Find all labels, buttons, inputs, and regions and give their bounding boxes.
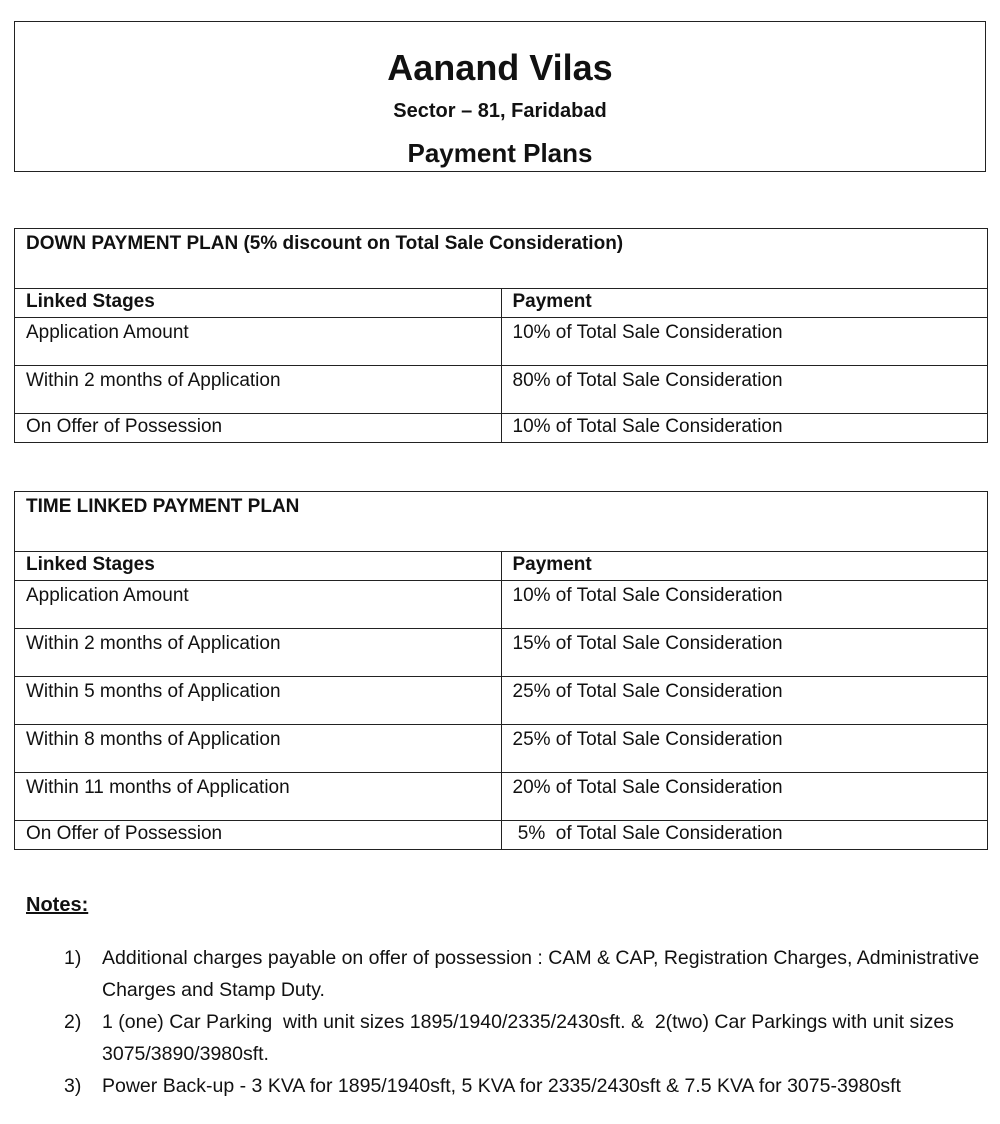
list-item (0, 1070, 1000, 1102)
table-row (15, 677, 988, 725)
table-row (15, 629, 988, 677)
stage-cell: Within 8 months of Application (15, 725, 502, 773)
note-number: 2) (64, 1011, 82, 1033)
time-linked-plan-table (14, 491, 988, 850)
stage-cell: Within 5 months of Application (15, 677, 502, 725)
project-location: Sector – 81, Faridabad (393, 100, 607, 122)
note-text: Additional charges payable on offer of possession : CAM & CAP, Registration Charges, Administrative Charges and Stamp Duty. (102, 947, 980, 1001)
column-header-payment: Payment (501, 552, 988, 581)
stage-cell: Application Amount (15, 581, 502, 629)
payment-cell: 15% of Total Sale Consideration (501, 629, 988, 677)
payment-cell: 10% of Total Sale Consideration (501, 414, 988, 443)
notes-list (0, 942, 1000, 1102)
table-row (15, 581, 988, 629)
table-title-row (15, 229, 988, 289)
table-header-row (15, 289, 988, 318)
list-item (0, 942, 1000, 1006)
payment-cell: 25% of Total Sale Consideration (501, 677, 988, 725)
note-number: 1) (64, 947, 82, 969)
payment-cell: 80% of Total Sale Consideration (501, 366, 988, 414)
table-header-row (15, 552, 988, 581)
time-linked-plan-title: TIME LINKED PAYMENT PLAN (15, 492, 988, 552)
column-header-linked-stages: Linked Stages (15, 552, 502, 581)
down-payment-plan-title: DOWN PAYMENT PLAN (5% discount on Total Sale Consideration) (15, 229, 988, 289)
table-row (15, 414, 988, 443)
payment-cell: 5% of Total Sale Consideration (501, 821, 988, 850)
table-title-row (15, 492, 988, 552)
payment-cell: 10% of Total Sale Consideration (501, 318, 988, 366)
section-title: Payment Plans (407, 138, 593, 168)
table-row (15, 318, 988, 366)
stage-cell: On Offer of Possession (15, 414, 502, 443)
table-row (15, 725, 988, 773)
note-number: 3) (64, 1075, 82, 1097)
payment-cell: 10% of Total Sale Consideration (501, 581, 988, 629)
table-row (15, 366, 988, 414)
down-payment-plan-table (14, 228, 988, 443)
notes-heading: Notes: (26, 894, 89, 916)
table-row (15, 773, 988, 821)
stage-cell: Application Amount (15, 318, 502, 366)
note-text: Power Back-up - 3 KVA for 1895/1940sft, 5 KVA for 2335/2430sft & 7.5 KVA for 3075-3980sft (102, 1075, 901, 1097)
note-text: 1 (one) Car Parking with unit sizes 1895/1940/2335/2430sft. & 2(two) Car Parkings with unit sizes 3075/3890/3980sft. (102, 1011, 960, 1065)
table-row (15, 821, 988, 850)
stage-cell: Within 2 months of Application (15, 629, 502, 677)
column-header-linked-stages: Linked Stages (15, 289, 502, 318)
column-header-payment: Payment (501, 289, 988, 318)
list-item (0, 1006, 1000, 1070)
header-box (14, 21, 986, 172)
stage-cell: On Offer of Possession (15, 821, 502, 850)
stage-cell: Within 2 months of Application (15, 366, 502, 414)
stage-cell: Within 11 months of Application (15, 773, 502, 821)
project-title: Aanand Vilas (387, 47, 613, 88)
payment-cell: 20% of Total Sale Consideration (501, 773, 988, 821)
payment-cell: 25% of Total Sale Consideration (501, 725, 988, 773)
